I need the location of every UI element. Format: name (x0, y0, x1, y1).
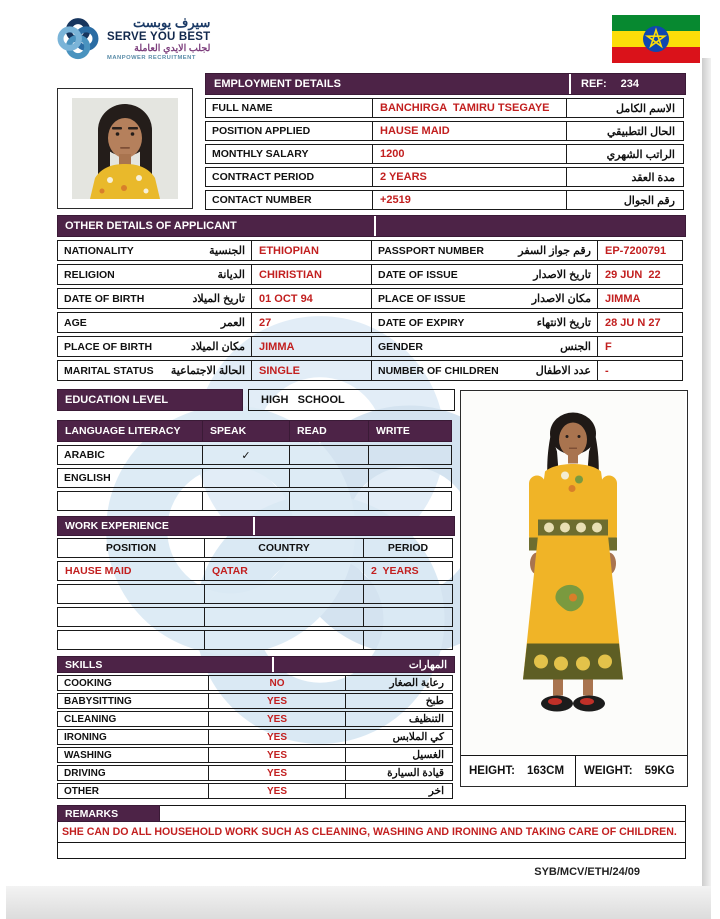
column-header: PERIOD (363, 538, 453, 558)
speak-checkmark: ✓ (202, 445, 290, 465)
remarks-title: REMARKS (65, 807, 119, 820)
field-value: 1200 (372, 144, 567, 164)
weight-value: 59KG (644, 765, 675, 777)
field-value: BANCHIRGA TAMIRU TSEGAYE (372, 98, 567, 118)
speak-cell (202, 491, 290, 511)
field-label-arabic: الجنس (560, 341, 591, 353)
document-code: SYB/MCV/ETH/24/09 (534, 866, 640, 878)
read-cell (289, 445, 369, 465)
ref-label: REF: (581, 78, 607, 90)
skill-label-arabic: قيادة السيارة (345, 765, 453, 781)
table-row (57, 729, 455, 745)
field-label: CONTACT NUMBER (205, 190, 373, 210)
education-level-title: EDUCATION LEVEL (65, 394, 169, 406)
field-label: PLACE OF ISSUE (378, 292, 466, 305)
brand-tagline: MANPOWER RECRUITMENT (107, 55, 196, 62)
remarks-empty-row (58, 843, 685, 858)
work-experience-table (57, 516, 455, 650)
field-value: SINGLE (251, 360, 372, 381)
skill-label: CLEANING (57, 711, 209, 727)
employment-details-table (205, 73, 686, 210)
brand-logo-icon (55, 12, 101, 68)
other-details-table (57, 215, 686, 381)
height-value: 163CM (527, 765, 565, 777)
write-cell (368, 445, 452, 465)
skill-label-arabic: رعاية الصغار (345, 675, 453, 691)
field-value: 01 OCT 94 (251, 288, 372, 309)
table-row (57, 693, 455, 709)
position-cell (57, 630, 205, 650)
field-label: RELIGION (64, 268, 115, 281)
position-cell (57, 584, 205, 604)
write-cell (368, 491, 452, 511)
position-cell: HAUSE MAID (57, 561, 205, 581)
country-cell (204, 630, 364, 650)
field-value: 2 YEARS (372, 167, 567, 187)
column-header: WRITE (368, 420, 452, 442)
scan-shadow-right (702, 58, 711, 904)
education-level-header (57, 389, 243, 411)
employment-details-header (205, 73, 686, 95)
table-row (57, 783, 455, 799)
skill-label-arabic: كي الملابس (345, 729, 453, 745)
table-row (205, 167, 686, 187)
field-label-arabic: الراتب الشهري (566, 144, 684, 164)
language-literacy-header-row (57, 420, 455, 442)
table-row (57, 445, 455, 465)
scan-shadow-bottom (6, 886, 711, 919)
column-header: LANGUAGE LITERACY (57, 420, 203, 442)
table-row (57, 607, 455, 627)
field-label: POSITION APPLIED (205, 121, 373, 141)
header-divider (253, 517, 255, 535)
table-row (57, 336, 686, 357)
portrait-photo-image (72, 98, 178, 199)
applicant-photo-full (460, 390, 688, 787)
read-cell (289, 468, 369, 488)
field-label: GENDER (378, 340, 423, 353)
table-row (57, 468, 455, 488)
skill-label: OTHER (57, 783, 209, 799)
table-row (57, 240, 686, 261)
field-label-arabic: رقم جواز السفر (518, 245, 591, 257)
field-value: HAUSE MAID (372, 121, 567, 141)
skills-header (57, 656, 455, 673)
field-value: 29 JUN 22 (597, 264, 683, 285)
country-cell: QATAR (204, 561, 364, 581)
field-value: - (597, 360, 683, 381)
field-label: NUMBER OF CHILDREN (378, 364, 499, 377)
education-level-section (57, 389, 455, 411)
field-label-arabic: تاريخ الانتهاء (536, 317, 591, 329)
column-header: READ (289, 420, 369, 442)
field-label: AGE (64, 316, 87, 329)
skill-value: YES (208, 693, 346, 709)
table-row (205, 144, 686, 164)
weight-label: WEIGHT: (584, 765, 633, 777)
employment-details-title: EMPLOYMENT DETAILS (214, 78, 341, 90)
skill-value: YES (208, 765, 346, 781)
skill-value: YES (208, 783, 346, 799)
other-details-title: OTHER DETAILS OF APPLICANT (65, 220, 237, 232)
table-row (57, 584, 455, 604)
table-row (205, 190, 686, 210)
table-row (57, 630, 455, 650)
period-cell (363, 607, 453, 627)
remarks-section (57, 805, 686, 859)
field-label-arabic: الحال التطبيقي (566, 121, 684, 141)
work-experience-title: WORK EXPERIENCE (65, 520, 169, 532)
brand-arabic-name: سيرف يوبست (132, 15, 211, 30)
field-label-arabic: الديانة (217, 269, 245, 281)
other-details-header (57, 215, 686, 237)
language-literacy-table (57, 420, 455, 511)
field-label: CONTRACT PERIOD (205, 167, 373, 187)
country-cell (204, 584, 364, 604)
brand-arabic-tagline: لجلب الايدي العاملة (134, 43, 211, 55)
skill-label: WASHING (57, 747, 209, 763)
brand-name: SERVE YOU BEST (107, 30, 211, 43)
field-label-arabic: رقم الجوال (566, 190, 684, 210)
skill-value: YES (208, 711, 346, 727)
table-row (57, 491, 455, 511)
field-label: DATE OF ISSUE (378, 268, 458, 281)
table-row (57, 765, 455, 781)
table-row (205, 98, 686, 118)
field-value: 27 (251, 312, 372, 333)
field-label-arabic: تاريخ الميلاد (192, 293, 245, 305)
field-value: JIMMA (597, 288, 683, 309)
column-header: COUNTRY (204, 538, 364, 558)
country-cell (204, 607, 364, 627)
field-value: F (597, 336, 683, 357)
field-label: DATE OF BIRTH (64, 292, 145, 305)
skill-value: YES (208, 729, 346, 745)
full-body-photo-image (461, 391, 685, 755)
work-experience-header (57, 516, 455, 536)
skill-label-arabic: الغسيل (345, 747, 453, 763)
period-cell: 2 YEARS (363, 561, 453, 581)
measurements-row (461, 755, 687, 786)
language-name: ENGLISH (57, 468, 203, 488)
work-columns-row (57, 538, 455, 558)
table-row (57, 561, 455, 581)
field-label-arabic: العمر (220, 317, 245, 329)
skill-value: YES (208, 747, 346, 763)
speak-cell (202, 468, 290, 488)
skill-value: NO (208, 675, 346, 691)
header-divider (569, 74, 571, 94)
column-header: SPEAK (202, 420, 290, 442)
remarks-header (57, 805, 160, 822)
skill-label: DRIVING (57, 765, 209, 781)
field-value: ETHIOPIAN (251, 240, 372, 261)
applicant-photo-portrait (57, 88, 193, 209)
field-label-arabic: الاسم الكامل (566, 98, 684, 118)
field-label: DATE OF EXPIRY (378, 316, 465, 329)
language-name: ARABIC (57, 445, 203, 465)
skills-table (57, 656, 455, 799)
field-label-arabic: تاريخ الاصدار (533, 269, 591, 281)
table-row (57, 312, 686, 333)
field-label-arabic: مكان الميلاد (190, 341, 245, 353)
field-label: MARITAL STATUS (64, 364, 154, 377)
skill-label: COOKING (57, 675, 209, 691)
field-value: CHIRISTIAN (251, 264, 372, 285)
field-value: 28 JU N 27 (597, 312, 683, 333)
field-label: PLACE OF BIRTH (64, 340, 153, 353)
table-row (57, 264, 686, 285)
field-label-arabic: الجنسية (209, 245, 245, 257)
skill-label: IRONING (57, 729, 209, 745)
header-divider (374, 216, 376, 236)
remarks-header-spacer (159, 805, 686, 822)
remarks-text: SHE CAN DO ALL HOUSEHOLD WORK SUCH AS CLEANING, WASHING AND IRONING AND TAKING CARE OF CHILDREN. (58, 822, 685, 843)
ethiopia-flag (612, 15, 700, 63)
skills-title-arabic: المهارات (408, 658, 447, 671)
table-row (57, 747, 455, 763)
table-row (57, 360, 686, 381)
field-label-arabic: الحالة الاجتماعية (170, 365, 245, 377)
position-cell (57, 607, 205, 627)
field-value: JIMMA (251, 336, 372, 357)
table-row (205, 121, 686, 141)
field-label: NATIONALITY (64, 244, 134, 257)
skill-label-arabic: التنظيف (345, 711, 453, 727)
header-divider (272, 657, 274, 672)
field-label: MONTHLY SALARY (205, 144, 373, 164)
period-cell (363, 630, 453, 650)
skills-title: SKILLS (65, 658, 103, 671)
skill-label-arabic: اخر (345, 783, 453, 799)
field-label-arabic: مكان الاصدار (531, 293, 591, 305)
column-header: POSITION (57, 538, 205, 558)
field-label-arabic: عدد الاطفال (535, 365, 591, 377)
table-row (57, 675, 455, 691)
table-row (57, 711, 455, 727)
brand-logo (55, 12, 210, 68)
skill-label: BABYSITTING (57, 693, 209, 709)
education-level-value: HIGH SCHOOL (248, 389, 455, 411)
skill-label-arabic: طبخ (345, 693, 453, 709)
read-cell (289, 491, 369, 511)
field-value: EP-7200791 (597, 240, 683, 261)
language-name (57, 491, 203, 511)
ref-value: 234 (620, 78, 640, 90)
table-row (57, 288, 686, 309)
write-cell (368, 468, 452, 488)
field-label: PASSPORT NUMBER (378, 244, 484, 257)
field-value: +2519 (372, 190, 567, 210)
field-label-arabic: مدة العقد (566, 167, 684, 187)
height-label: HEIGHT: (469, 765, 515, 777)
period-cell (363, 584, 453, 604)
field-label: FULL NAME (205, 98, 373, 118)
